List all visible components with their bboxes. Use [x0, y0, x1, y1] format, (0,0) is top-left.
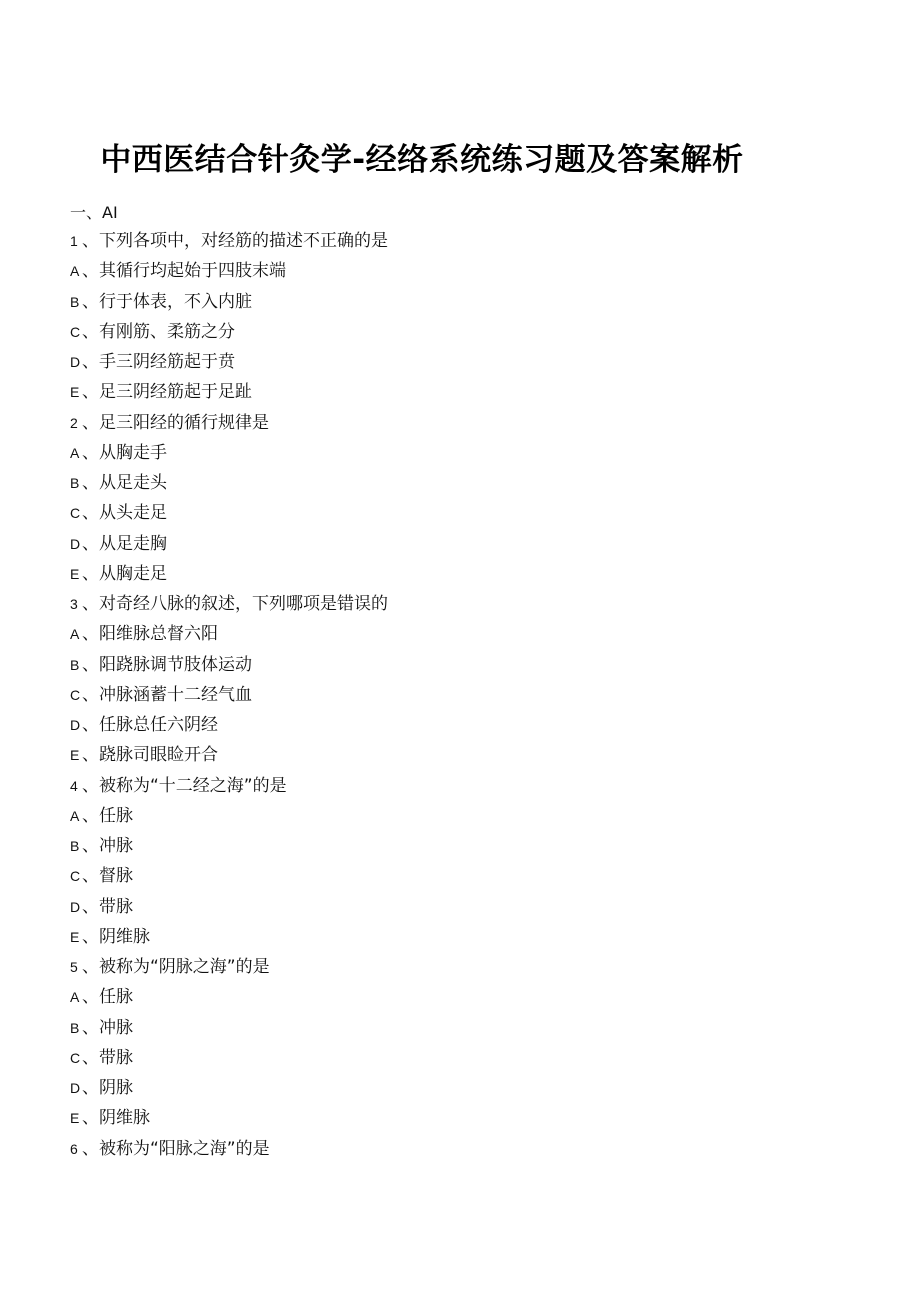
option-text: 、冲脉	[82, 836, 133, 856]
option-letter: D	[70, 898, 81, 915]
option-text: 、冲脉涵蓄十二经气血	[82, 684, 252, 705]
option-letter: C	[70, 323, 81, 340]
question-number: 6	[70, 1140, 78, 1157]
option-letter: C	[70, 686, 81, 703]
option-text: 、跷脉司眼睑开合	[82, 745, 218, 766]
answer-option	[70, 712, 870, 742]
option-text: 、从头走足	[82, 503, 167, 524]
option-text: 、任脉总任六阴经	[82, 715, 218, 735]
answer-option	[70, 349, 870, 379]
option-text: 、带脉	[82, 1047, 133, 1068]
answer-option	[70, 561, 870, 591]
answer-option	[70, 621, 870, 651]
option-letter: B	[70, 656, 80, 673]
answer-option	[70, 1015, 870, 1045]
option-letter: A	[70, 263, 80, 280]
answer-option	[70, 984, 870, 1014]
question-stem	[70, 1136, 870, 1166]
option-text: 、从足走胸	[82, 533, 167, 554]
option-text: 、从胸走手	[82, 442, 167, 463]
option-text: 、阳维脉总督六阳	[82, 624, 218, 645]
option-letter: D	[70, 717, 81, 733]
answer-option	[70, 1075, 870, 1105]
option-letter: B	[70, 475, 80, 491]
section-heading: 一、AI	[70, 203, 118, 222]
answer-option	[70, 833, 870, 863]
option-letter: A	[70, 807, 80, 824]
option-letter: D	[70, 1080, 81, 1096]
question-stem	[70, 228, 870, 258]
option-text: 、带脉	[82, 896, 133, 917]
answer-option	[70, 379, 870, 409]
answer-option	[70, 440, 870, 470]
option-letter: D	[70, 535, 81, 552]
answer-option	[70, 894, 870, 924]
option-text: 、任脉	[82, 805, 133, 826]
answer-option	[70, 319, 870, 349]
option-text: 、其循行均起始于四肢末端	[82, 261, 286, 282]
option-text: 、行于体表，不入内脏	[82, 291, 252, 312]
option-text: 、冲脉	[82, 1017, 133, 1038]
option-letter: B	[70, 293, 80, 310]
option-letter: A	[70, 626, 80, 643]
option-letter: E	[70, 1110, 80, 1127]
option-letter: E	[70, 747, 80, 764]
answer-option	[70, 289, 870, 319]
option-letter: E	[70, 928, 80, 945]
question-text: 、对奇经八脉的叙述，下列哪项是错误的	[82, 594, 388, 614]
option-text: 、督脉	[82, 866, 133, 887]
option-letter: E	[70, 384, 80, 401]
question-number: 1	[70, 233, 78, 249]
question-stem	[70, 591, 870, 621]
option-letter: C	[70, 868, 81, 885]
question-text: 、足三阳经的循行规律是	[82, 412, 269, 433]
question-stem	[70, 773, 870, 803]
answer-option	[70, 803, 870, 833]
answer-option	[70, 258, 870, 288]
question-number: 2	[70, 414, 78, 431]
question-text: 、被称为“阴脉之海”的是	[82, 957, 270, 977]
option-text: 、任脉	[82, 987, 133, 1008]
option-text: 、有刚筋、柔筋之分	[82, 321, 235, 342]
option-letter: C	[70, 505, 81, 522]
option-letter: A	[70, 989, 80, 1006]
answer-option	[70, 863, 870, 893]
option-text: 、足三阴经筋起于足趾	[82, 382, 252, 403]
question-stem	[70, 410, 870, 440]
answer-option	[70, 1045, 870, 1075]
answer-option	[70, 531, 870, 561]
answer-option	[70, 500, 870, 530]
answer-option	[70, 1105, 870, 1135]
question-list	[70, 228, 870, 1166]
answer-option	[70, 742, 870, 772]
option-letter: E	[70, 565, 80, 582]
question-stem	[70, 954, 870, 984]
option-text: 、从足走头	[82, 473, 167, 493]
question-text: 、被称为“十二经之海”的是	[82, 775, 287, 796]
option-letter: B	[70, 838, 80, 854]
question-number: 3	[70, 596, 78, 612]
option-letter: D	[70, 354, 81, 370]
option-text: 、从胸走足	[82, 563, 167, 584]
answer-option	[70, 652, 870, 682]
option-text: 、阳跷脉调节肢体运动	[82, 654, 252, 675]
question-text: 、下列各项中，对经筋的描述不正确的是	[82, 231, 388, 251]
answer-option	[70, 924, 870, 954]
option-text: 、阴脉	[82, 1078, 133, 1098]
option-text: 、手三阴经筋起于贲	[82, 352, 235, 372]
option-text: 、阴维脉	[82, 926, 150, 947]
question-text: 、被称为“阳脉之海”的是	[82, 1138, 270, 1159]
answer-option	[70, 470, 870, 500]
answer-option	[70, 682, 870, 712]
option-letter: B	[70, 1019, 80, 1036]
option-letter: C	[70, 1049, 81, 1066]
question-number: 5	[70, 959, 78, 975]
option-text: 、阴维脉	[82, 1108, 150, 1129]
option-letter: A	[70, 444, 80, 461]
question-number: 4	[70, 777, 78, 794]
document-title: 中西医结合针灸学-经络系统练习题及答案解析	[100, 142, 744, 178]
